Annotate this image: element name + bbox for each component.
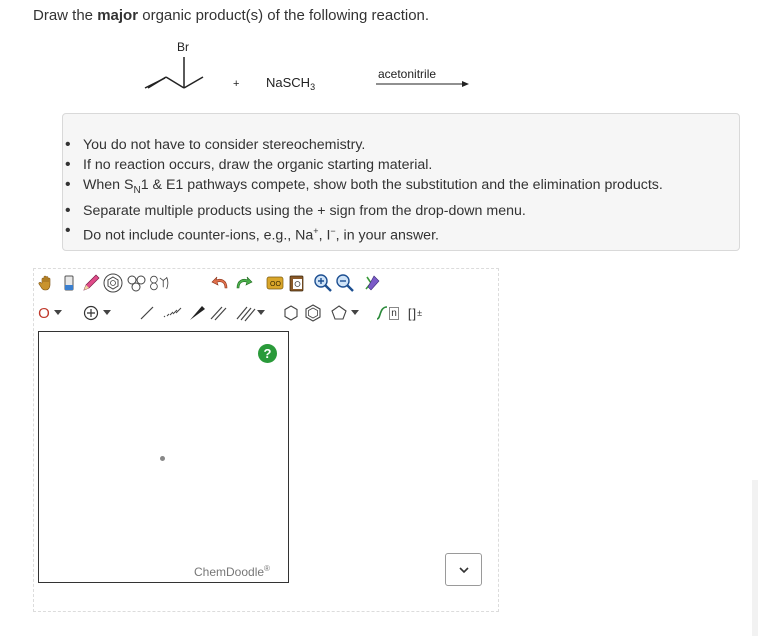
instructions-box	[62, 113, 740, 251]
canvas-cursor-dot	[160, 456, 165, 461]
chevron-down-icon	[257, 310, 265, 316]
triple-bond-icon	[235, 304, 257, 322]
right-edge-strip	[752, 480, 758, 636]
instruction-item: • If no reaction occurs, draw the organic starting material.	[83, 155, 663, 175]
chevron-down-icon	[103, 310, 111, 316]
answer-dropdown[interactable]	[445, 553, 482, 586]
ring-template-icon[interactable]	[102, 272, 124, 294]
reaction-arrow	[376, 81, 469, 87]
benzene-icon[interactable]	[302, 302, 324, 324]
solvent-label: acetonitrile	[378, 67, 437, 81]
double-bond-icon[interactable]	[208, 302, 230, 324]
reagent-label: NaSCH$_3$	[266, 75, 316, 92]
paste-icon[interactable]	[286, 272, 308, 294]
question-prefix: Draw the	[33, 7, 98, 24]
chevron-down-icon	[54, 310, 62, 316]
eraser-icon[interactable]	[58, 272, 80, 294]
reaction-scheme	[0, 0, 758, 110]
dashed-bond-icon[interactable]	[160, 302, 182, 324]
instruction-item: • You do not have to consider stereochemistry.	[83, 135, 663, 155]
instruction-item: • Separate multiple products using the + sign from the drop-down menu.	[83, 201, 663, 221]
redo-icon[interactable]	[232, 272, 254, 294]
cyclohexane-icon[interactable]	[280, 302, 302, 324]
svg-text:OO: OO	[270, 281, 281, 288]
triple-bond-selector[interactable]	[232, 302, 268, 324]
chain-template-icon[interactable]	[126, 272, 148, 294]
cyclopentane-icon	[330, 304, 348, 322]
atom-label-selector[interactable]	[36, 302, 64, 324]
question-emphasis: major	[97, 7, 139, 24]
zoom-out-icon[interactable]	[334, 272, 356, 294]
copy-icon[interactable]	[264, 272, 286, 294]
chemdoodle-branding: ChemDoodle®	[194, 564, 270, 579]
hand-icon[interactable]	[36, 272, 58, 294]
undo-icon[interactable]	[210, 272, 232, 294]
bromine-label: Br	[177, 40, 189, 54]
instruction-item: • Do not include counter-ions, e.g., Na+, I−, in your answer.	[83, 221, 663, 246]
polymer-icon[interactable]: n	[374, 302, 400, 324]
help-button[interactable]: ?	[258, 344, 277, 363]
single-bond-icon[interactable]	[136, 302, 158, 324]
zoom-in-icon[interactable]	[312, 272, 334, 294]
wedge-bond-icon[interactable]	[186, 302, 208, 324]
starting-material-structure	[145, 57, 203, 90]
pencil-icon[interactable]	[80, 272, 102, 294]
reaction-plus: +	[233, 78, 240, 90]
chevron-down-icon	[351, 310, 359, 316]
chevron-down-icon	[458, 566, 470, 574]
bracket-icon[interactable]: [] ±	[407, 305, 423, 321]
instruction-item: • When $S_N1$ & E1 pathways compete, show both the substitution and the elimination products.	[83, 175, 663, 201]
cyclopentane-selector[interactable]	[326, 302, 362, 324]
benzene-chain-icon[interactable]	[148, 272, 170, 294]
atom-label-icon: O	[38, 304, 50, 322]
question-suffix: organic product(s) of the following reaction.	[138, 7, 430, 24]
charge-selector[interactable]	[82, 302, 112, 324]
charge-plus-icon	[83, 305, 99, 321]
instructions-list	[63, 135, 663, 246]
clean-icon[interactable]	[362, 272, 384, 294]
